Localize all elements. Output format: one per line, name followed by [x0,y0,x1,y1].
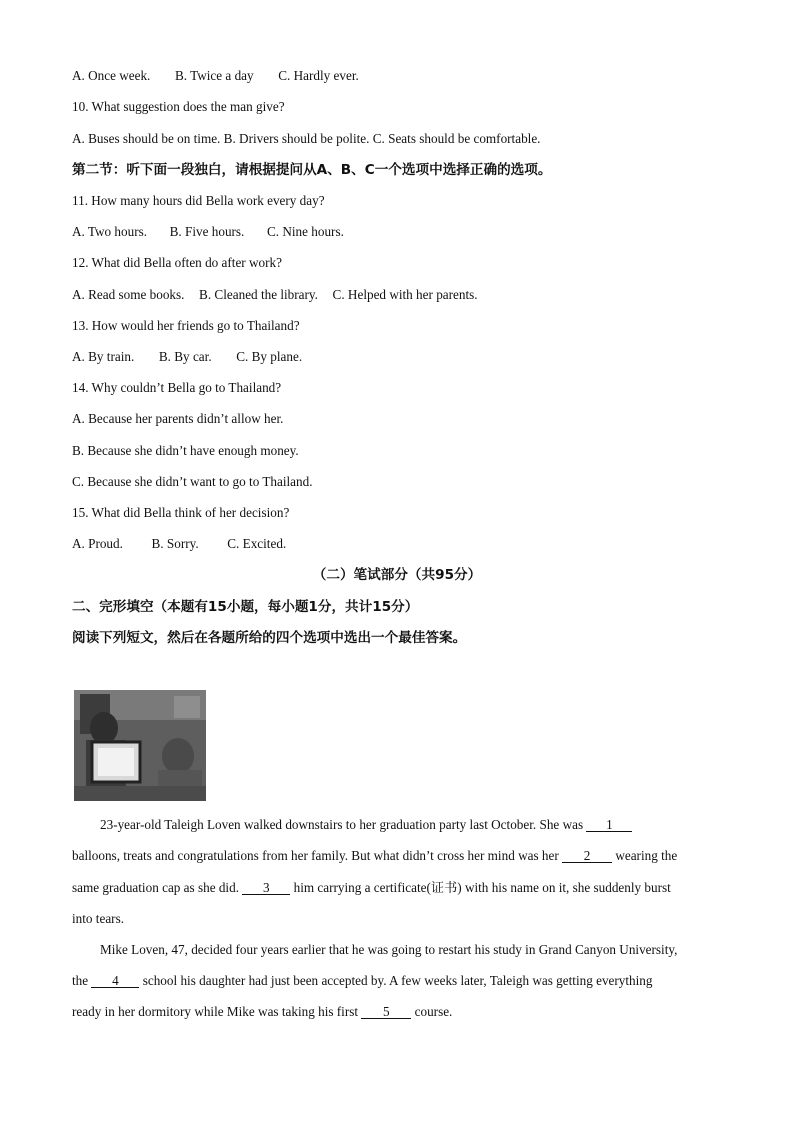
q15-option-b: B. Sorry. [151,536,199,551]
q11-options [72,223,344,241]
q15-options [72,535,286,553]
passage-text: same graduation cap as she did. [72,880,243,895]
written-part-heading: （二）笔试部分（共95分） [312,567,482,583]
q13-option-b: B. By car. [158,349,212,364]
q13-option-c: C. By plane. [236,349,303,364]
blank-1: 1 [586,818,632,832]
passage-photo [74,690,206,801]
q12-question: 12. What did Bella often do after work? [72,255,282,270]
passage-p1-line3 [72,879,671,897]
q9-option-a: A. Once week. [72,68,151,83]
passage-text: him carrying a certificate(证书) with his name on it, she suddenly burst [290,880,671,895]
q11-option-a: A. Two hours. [72,224,148,239]
q11-option-b: B. Five hours. [169,224,245,239]
passage-p1-line1 [100,816,632,834]
blank-3: 3 [242,881,290,895]
q11-option-c: C. Nine hours. [266,224,344,239]
q13-question: 13. How would her friends go to Thailand? [72,318,300,333]
q11-question: 11. How many hours did Bella work every day? [72,193,325,208]
q10-options [72,130,540,148]
cloze-heading: 二、完形填空（本题有15小题，每小题1分，共计15分） [72,599,419,615]
q10-option-a: A. Buses should be on time. [72,131,221,146]
q14-option-c: C. Because she didn’t want to go to Thailand. [72,474,313,489]
q13-option-a: A. By train. [72,349,135,364]
blank-5: 5 [361,1005,411,1019]
q14-question: 14. Why couldn’t Bella go to Thailand? [72,380,282,395]
q15-option-a: A. Proud. [72,536,123,551]
q10-option-c: C. Seats should be comfortable. [372,131,541,146]
q15-question: 15. What did Bella think of her decision? [72,505,290,520]
cloze-instruction: 阅读下列短文，然后在各题所给的四个选项中选出一个最佳答案。 [72,630,467,646]
q9-option-c: C. Hardly ever. [278,68,359,83]
q13-options [72,348,302,366]
passage-p2-line2 [72,972,653,990]
passage-text: ready in her dormitory while Mike was taking his first [72,1004,362,1019]
passage-p1-line4: into tears. [72,911,125,926]
passage-p1-line2 [72,847,677,865]
passage-text: 23-year-old Taleigh Loven walked downstairs to her graduation party last October. She was [100,817,587,832]
q9-option-b: B. Twice a day [174,68,254,83]
passage-text: balloons, treats and congratulations from her family. But what didn’t cross her mind was her [72,848,563,863]
passage-photo-graphic [74,690,206,801]
q14-option-a: A. Because her parents didn’t allow her. [72,411,284,426]
q12-options [72,286,478,304]
q14-option-b: B. Because she didn’t have enough money. [72,443,299,458]
passage-text: wearing the [612,848,678,863]
passage-p2-line1: Mike Loven, 47, decided four years earlier that he was going to restart his study in Grand Canyon University, [100,942,678,957]
q10-question: 10. What suggestion does the man give? [72,99,285,114]
q15-option-c: C. Excited. [227,536,287,551]
q10-option-b: B. Drivers should be polite. [223,131,370,146]
q9-options [72,67,359,85]
passage-text: the [72,973,92,988]
passage-p2-line3 [72,1003,452,1021]
passage-text: course. [411,1004,453,1019]
blank-2: 2 [562,849,612,863]
passage-text: school his daughter had just been accepted by. A few weeks later, Taleigh was getting everything [139,973,653,988]
q12-option-b: B. Cleaned the library. [199,287,318,302]
q12-option-a: A. Read some books. [72,287,185,302]
q12-option-c: C. Helped with her parents. [332,287,478,302]
section2-heading: 第二节：听下面一段独白，请根据提问从A、B、C一个选项中选择正确的选项。 [72,162,552,178]
blank-4: 4 [91,974,139,988]
